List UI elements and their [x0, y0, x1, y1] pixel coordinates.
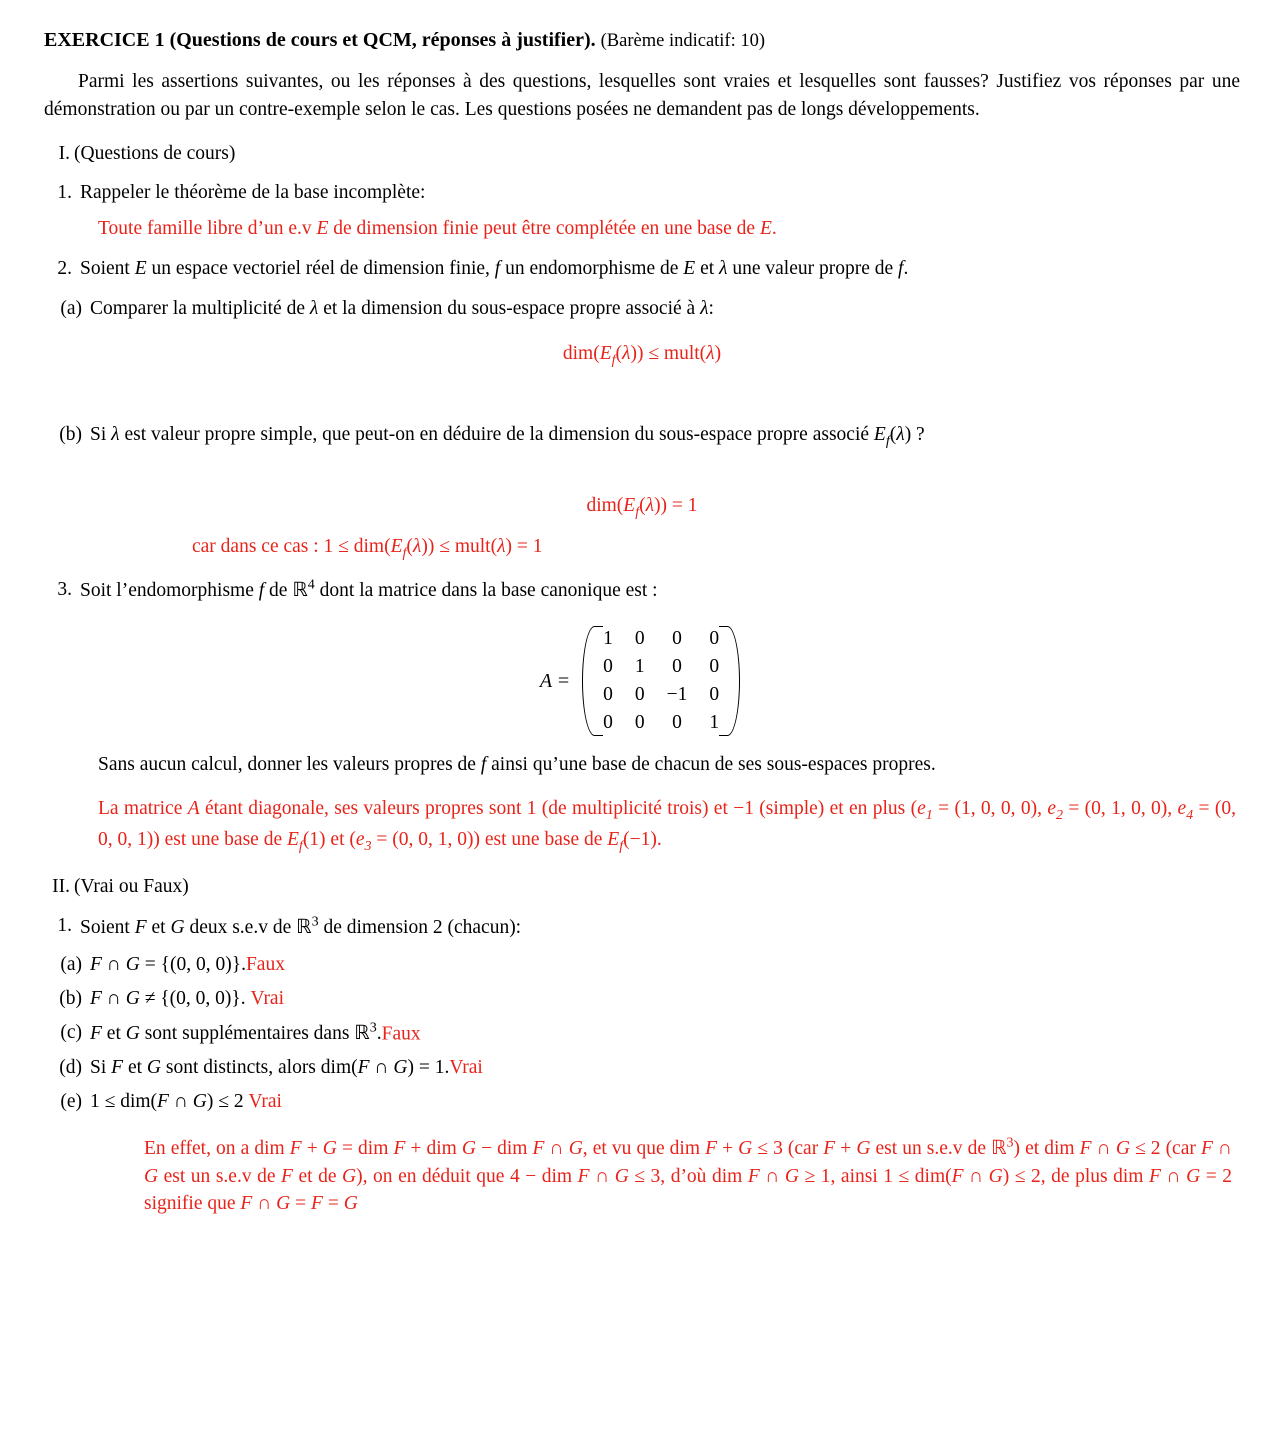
question-i-2-b-label: (b)	[59, 424, 82, 446]
answer-ii-1	[44, 1133, 1240, 1218]
exercise-title: EXERCICE 1 (Questions de cours et QCM, réponses à justifier).	[44, 29, 596, 51]
matrix-cell: 0	[709, 655, 720, 677]
section-heading-i	[44, 140, 1240, 168]
formula-i-2-b	[44, 492, 1240, 523]
question-i-1-text: Rappeler le théorème de la base incomplète:	[80, 182, 426, 204]
question-ii-1-a	[44, 951, 1240, 979]
matrix-cell: 1	[634, 655, 645, 677]
question-ii-1-e-label: (e)	[60, 1090, 82, 1112]
answer-i-3-text: La matrice A étant diagonale, ses valeurs propres sont 1 (de multiplicité trois) et −1 (simple) et en plus ($e_1 = (1$, 0, 0, 0), $e_2 = (0$, 1, 0, 0), $e_4 = (0$, 0, 0, 1)) est une base de $E_f(1)$ et ($e_3 = (0$, 0, 1, 0)) est une base de $E_f(-1)$.	[98, 797, 1236, 854]
matrix-cell: 0	[603, 683, 613, 705]
matrix-cell: 0	[672, 627, 682, 649]
matrix-cell: 0	[634, 627, 645, 649]
question-i-2	[44, 255, 1240, 283]
question-ii-1-c-label: (c)	[60, 1021, 82, 1043]
question-ii-1-c	[44, 1019, 1240, 1048]
question-ii-1-b-statement: F ∩ G ≠ {(0, 0, 0)}.	[90, 988, 251, 1010]
matrix-cell: 0	[709, 683, 720, 705]
matrix-cell: 0	[672, 655, 682, 677]
question-ii-1-a-statement: F ∩ G = {(0, 0, 0)}.	[90, 954, 246, 976]
matrix-cell: 0	[603, 712, 613, 734]
question-i-3-label: 3.	[57, 578, 72, 600]
verdict-ii-1-a: Faux	[245, 954, 285, 976]
question-ii-1-b	[44, 985, 1240, 1013]
question-i-2-b	[44, 421, 1240, 452]
question-i-2-label: 2.	[57, 257, 72, 279]
matrix-cell: 0	[634, 712, 645, 734]
question-i-1-label: 1.	[57, 182, 72, 204]
matrix-a-table	[592, 625, 730, 738]
matrix-row	[592, 653, 730, 681]
matrix-row	[592, 625, 730, 653]
matrix-row	[592, 681, 730, 709]
verdict-ii-1-c: Faux	[381, 1023, 421, 1045]
matrix-row	[592, 709, 730, 737]
matrix-cell: 1	[709, 712, 720, 734]
section-i-title: (Questions de cours)	[74, 142, 236, 164]
justification-i-2-b-text: car dans ce cas : $1 \le dim(E_f(\lambda))$ ≤ mult(λ) = 1	[192, 535, 543, 561]
section-heading-ii	[44, 873, 1240, 901]
section-ii-title: (Vrai ou Faux)	[74, 875, 189, 897]
matrix-cell: 1	[603, 627, 613, 649]
question-i-2-a	[44, 295, 1240, 323]
matrix-a	[44, 625, 1240, 738]
question-ii-1-a-label: (a)	[60, 954, 82, 976]
question-i-3	[44, 576, 1240, 605]
matrix-a-name: A =	[539, 669, 571, 692]
paren-right	[730, 625, 744, 738]
matrix-cell: 0	[709, 627, 720, 649]
question-i-2-text: Soient E un espace vectoriel réel de dimension finie, f un endomorphisme de E et λ une valeur propre de f.	[80, 257, 909, 279]
question-ii-1-d	[44, 1054, 1240, 1082]
verdict-ii-1-b: Vrai	[250, 988, 285, 1010]
question-ii-1-d-statement: Si F et G sont distincts, alors dim(F ∩ G) = 1.	[90, 1056, 450, 1078]
question-ii-1-e-statement: 1 ≤ dim(F ∩ G) ≤ 2	[90, 1090, 249, 1112]
question-i-3-text: Soit l’endomorphisme f de ℝ$^4$ dont la matrice dans la base canonique est :	[80, 576, 658, 602]
matrix-cell: 0	[603, 655, 613, 677]
justification-i-2-b	[44, 533, 1240, 564]
paren-left	[578, 625, 592, 738]
question-i-2-a-text: Comparer la multiplicité de λ et la dimension du sous-espace propre associé à λ:	[90, 297, 714, 319]
question-ii-1-label: 1.	[57, 915, 72, 937]
question-i-2-a-label: (a)	[60, 297, 82, 319]
verdict-ii-1-e: Vrai	[248, 1090, 282, 1112]
question-ii-1-c-statement: F et G sont supplémentaires dans ℝ$^3$.	[90, 1019, 382, 1045]
formula-i-2-a-text: $dim(E_f(\lambda))$ ≤ mult(λ)	[562, 343, 722, 369]
formula-i-2-b-text: $dim(E_f(\lambda)) = 1$	[586, 494, 698, 520]
answer-i-3	[44, 795, 1240, 857]
bareme-label: (Barème indicatif: 10)	[600, 31, 766, 51]
formula-i-2-a	[44, 340, 1240, 371]
question-i-3-followup	[44, 751, 1240, 779]
question-ii-1	[44, 912, 1240, 941]
answer-ii-1-text: En effet, on a dim F + G = dim F + dim G − dim F ∩ G, et vu que dim F + G ≤ 3 (car F + G est un s.e.v de ℝ$^3$) et dim F ∩ G ≤ 2 (car F ∩ G est un s.e.v de F et de G), on en déduit que 4 − dim F ∩ G ≤ 3, d’où dim F ∩ G ≥ 1, ainsi 1 ≤ dim(F ∩ G) ≤ 2, de plus dim F ∩ G = 2 signifie que F ∩ G = F = G	[144, 1134, 1233, 1215]
exercise-heading	[44, 26, 1240, 54]
question-ii-1-d-label: (d)	[59, 1056, 82, 1078]
intro-paragraph: Parmi les assertions suivantes, ou les réponses à des questions, lesquelles sont vraies et lesquelles sont fausses? Justifiez vos réponses par une démonstration ou par un contre-exemple selon le cas. Les questions posées ne demandent pas de longs développements.	[44, 71, 1240, 121]
question-ii-1-b-label: (b)	[59, 988, 82, 1010]
section-i-label: I.	[58, 142, 70, 164]
question-i-1	[44, 179, 1240, 207]
verdict-ii-1-d: Vrai	[449, 1056, 483, 1078]
question-ii-1-e	[44, 1088, 1240, 1116]
answer-i-1-text: Toute famille libre d’un e.v E de dimension finie peut être complétée en une base de E.	[98, 218, 777, 240]
question-i-2-b-text: Si λ est valeur propre simple, que peut-on en déduire de la dimension du sous-espace propre associé $E_f(\lambda)$ ?	[90, 424, 925, 449]
matrix-cell: 0	[672, 712, 682, 734]
matrix-cell: 0	[634, 683, 645, 705]
question-i-3-followup-text: Sans aucun calcul, donner les valeurs propres de f ainsi qu’une base de chacun de ses sous-espaces propres.	[98, 754, 936, 776]
section-ii-label: II.	[52, 875, 70, 897]
matrix-cell: −1	[666, 683, 688, 705]
answer-i-1	[44, 215, 1240, 243]
question-ii-1-text: Soient F et G deux s.e.v de ℝ$^3$ de dimension 2 (chacun):	[80, 913, 522, 938]
